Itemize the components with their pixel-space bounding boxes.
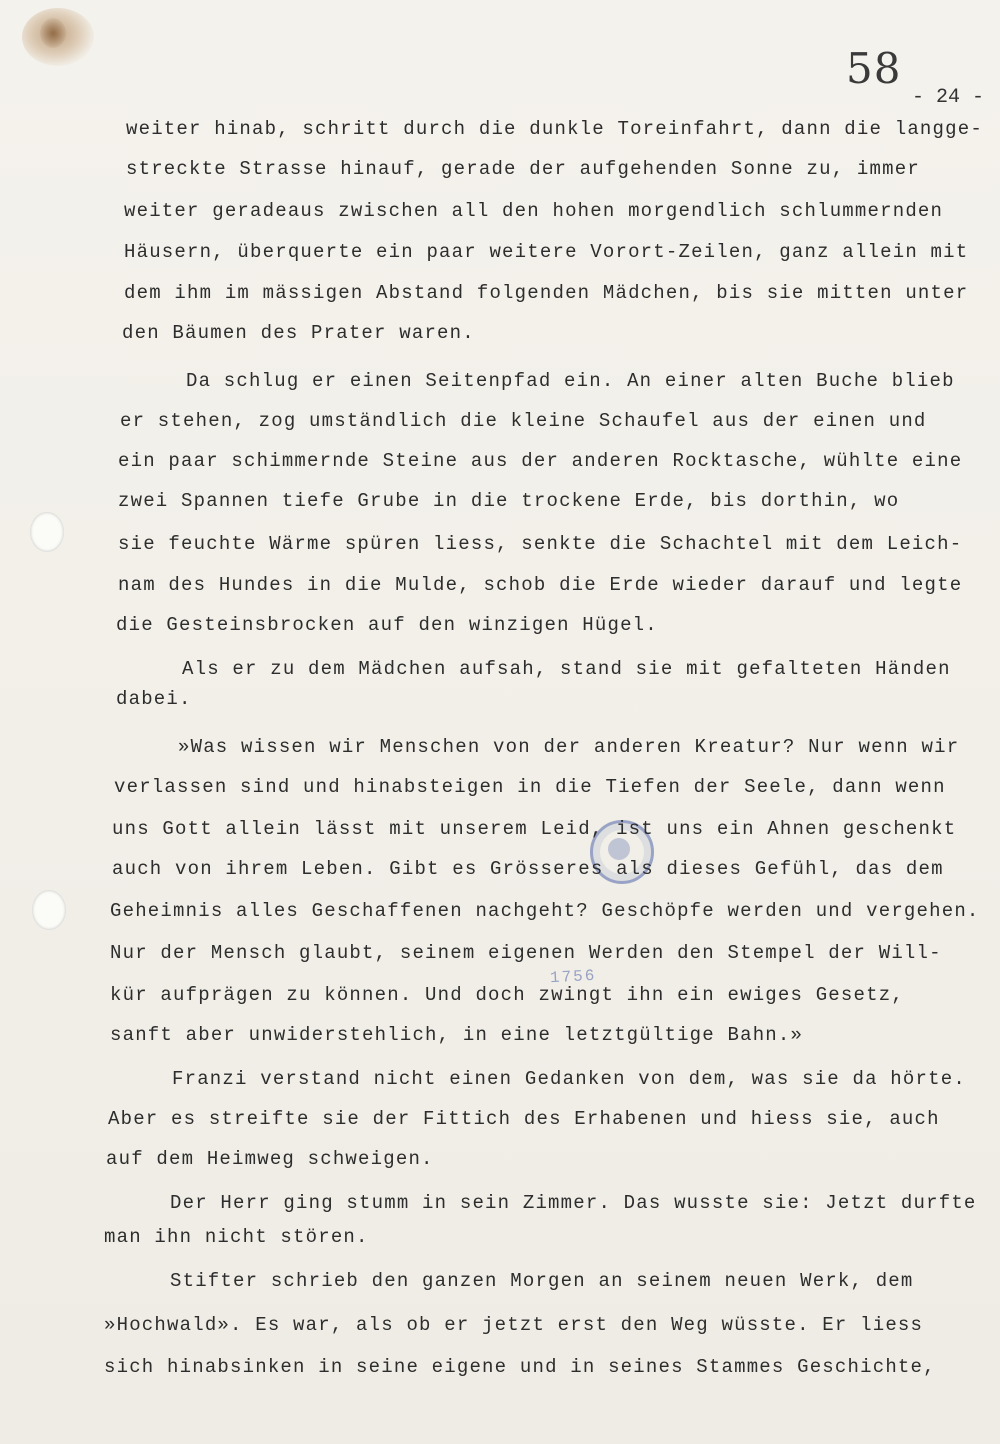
text-line: Häusern, überquerte ein paar weitere Vorort-Zeilen, ganz allein mit xyxy=(124,241,969,263)
text-line: sanft aber unwiderstehlich, in eine letztgültige Bahn.» xyxy=(110,1024,804,1046)
text-line: kür aufprägen zu können. Und doch zwingt ihn ein ewiges Gesetz, xyxy=(110,984,904,1006)
text-line: dem ihm im mässigen Abstand folgenden Mädchen, bis sie mitten unter xyxy=(124,282,969,304)
text-line: Stifter schrieb den ganzen Morgen an seinem neuen Werk, dem xyxy=(170,1270,914,1292)
text-line: uns Gott allein lässt mit unserem Leid, ist uns ein Ahnen geschenkt xyxy=(112,818,957,840)
folio-number: 58 xyxy=(846,44,902,93)
text-line: Als er zu dem Mädchen aufsah, stand sie mit gefalteten Händen xyxy=(182,658,951,680)
text-line: Franzi verstand nicht einen Gedanken von dem, was sie da hörte. xyxy=(172,1068,966,1090)
text-line: dabei. xyxy=(116,688,192,710)
text-line: streckte Strasse hinauf, gerade der aufgehenden Sonne zu, immer xyxy=(126,158,920,180)
text-line: Aber es streifte sie der Fittich des Erhabenen und hiess sie, auch xyxy=(108,1108,940,1130)
text-line: ein paar schimmernde Steine aus der anderen Rocktasche, wühlte eine xyxy=(118,450,963,472)
text-line: sie feuchte Wärme spüren liess, senkte die Schachtel mit dem Leich- xyxy=(118,533,963,555)
text-line: zwei Spannen tiefe Grube in die trockene Erde, bis dorthin, wo xyxy=(118,490,900,512)
text-line: Nur der Mensch glaubt, seinem eigenen Werden den Stempel der Will- xyxy=(110,942,942,964)
text-line: verlassen sind und hinabsteigen in die Tiefen der Seele, dann wenn xyxy=(114,776,946,798)
text-line: »Hochwald». Es war, als ob er jetzt erst den Weg wüsste. Er liess xyxy=(104,1314,924,1336)
punch-hole-upper xyxy=(30,512,64,552)
rust-stain-core xyxy=(40,18,66,48)
archive-stamp-center xyxy=(608,838,630,860)
text-line: sich hinabsinken in seine eigene und in seines Stammes Geschichte, xyxy=(104,1356,936,1378)
stamp-number: 1756 xyxy=(549,966,597,988)
text-line: er stehen, zog umständlich die kleine Schaufel aus der einen und xyxy=(120,410,927,432)
text-line: Da schlug er einen Seitenpfad ein. An einer alten Buche blieb xyxy=(186,370,955,392)
text-line: weiter geradeaus zwischen all den hohen morgendlich schlummernden xyxy=(124,200,944,222)
text-line: die Gesteinsbrocken auf den winzigen Hügel. xyxy=(116,614,658,636)
punch-hole-lower xyxy=(32,890,66,930)
text-line: Geheimnis alles Geschaffenen nachgeht? Geschöpfe werden und vergehen. xyxy=(110,900,980,922)
text-line: man ihn nicht stören. xyxy=(104,1226,369,1248)
text-line: auch von ihrem Leben. Gibt es Grösseres als dieses Gefühl, das dem xyxy=(112,858,944,880)
text-line: auf dem Heimweg schweigen. xyxy=(106,1148,434,1170)
page-number: - 24 - xyxy=(912,86,985,109)
text-line: nam des Hundes in die Mulde, schob die Erde wieder darauf und legte xyxy=(118,574,963,596)
text-line: Der Herr ging stumm in sein Zimmer. Das wusste sie: Jetzt durfte xyxy=(170,1192,977,1214)
text-line: den Bäumen des Prater waren. xyxy=(122,322,475,344)
text-line: weiter hinab, schritt durch die dunkle Toreinfahrt, dann die langge- xyxy=(126,118,983,140)
text-line: »Was wissen wir Menschen von der anderen Kreatur? Nur wenn wir xyxy=(178,736,960,758)
